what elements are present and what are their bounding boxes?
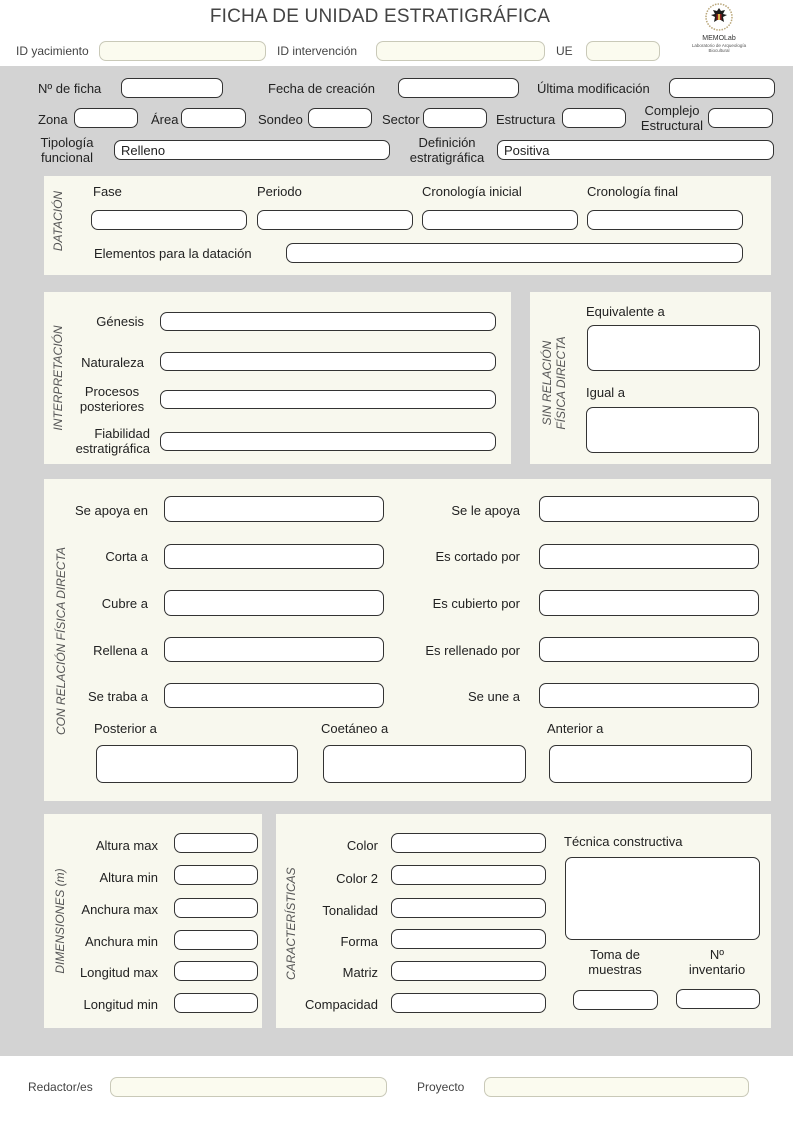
logo-subtitle: Laboratorio de Arqueología Biocultural — [691, 43, 747, 53]
anterior-a-field[interactable] — [549, 745, 752, 783]
altura-min-label: Altura min — [99, 870, 158, 885]
es-cubierto-por-field[interactable] — [539, 590, 759, 616]
cubre-a-label: Cubre a — [101, 596, 148, 611]
zona-field[interactable] — [74, 108, 138, 128]
fase-field[interactable] — [91, 210, 247, 230]
logo — [689, 0, 749, 62]
anchura-max-label: Anchura max — [81, 902, 158, 917]
datacion-section-label: DATACIÓN — [51, 190, 65, 252]
matriz-label: Matriz — [342, 965, 378, 980]
es-rellenado-por-label: Es rellenado por — [425, 643, 520, 658]
fecha-creacion-label: Fecha de creación — [268, 81, 375, 96]
igual-label: Igual a — [586, 385, 626, 400]
igual-field[interactable] — [586, 407, 759, 453]
heraldic-eagle-crest-icon — [704, 2, 734, 32]
coetaneo-a-label: Coetáneo a — [321, 721, 389, 736]
longitud-min-field[interactable] — [174, 993, 258, 1013]
id-yacimiento-field[interactable] — [99, 41, 266, 61]
es-rellenado-por-field[interactable] — [539, 637, 759, 662]
coetaneo-a-field[interactable] — [323, 745, 526, 783]
redactor-label: Redactor/es — [28, 1080, 93, 1094]
se-une-a-field[interactable] — [539, 683, 759, 708]
es-cortado-por-field[interactable] — [539, 544, 759, 569]
definicion-label: Definición estratigráfica — [409, 135, 485, 165]
sector-label: Sector — [382, 112, 420, 127]
se-une-a-label: Se une a — [467, 689, 520, 704]
es-cortado-por-label: Es cortado por — [435, 549, 520, 564]
fase-label: Fase — [93, 184, 122, 199]
se-apoya-en-field[interactable] — [164, 496, 384, 522]
toma-muestras-field[interactable] — [573, 990, 658, 1010]
color-label: Color — [346, 838, 378, 853]
forma-label: Forma — [340, 934, 378, 949]
equivalente-field[interactable] — [587, 325, 760, 371]
area-field[interactable] — [181, 108, 246, 128]
anterior-a-label: Anterior a — [547, 721, 604, 736]
se-traba-a-label: Se traba a — [88, 689, 148, 704]
interpretacion-section-label: INTERPRETACIÓN — [51, 325, 65, 431]
page-title: FICHA DE UNIDAD ESTRATIGRÁFICA — [209, 6, 551, 27]
se-traba-a-field[interactable] — [164, 683, 384, 708]
rellena-a-label: Rellena a — [93, 643, 148, 658]
longitud-max-field[interactable] — [174, 961, 258, 981]
es-cubierto-por-label: Es cubierto por — [432, 596, 520, 611]
corta-a-label: Corta a — [105, 549, 148, 564]
longitud-min-label: Longitud min — [83, 997, 158, 1012]
se-le-apoya-field[interactable] — [539, 496, 759, 522]
ue-label: UE — [556, 44, 573, 58]
tipologia-field[interactable]: Relleno — [114, 140, 390, 160]
elementos-label: Elementos para la datación — [94, 246, 252, 261]
tonalidad-label: Tonalidad — [322, 903, 378, 918]
id-intervencion-field[interactable] — [376, 41, 545, 61]
sin-relacion-section-label: SIN RELACIÓN FÍSICA DIRECTA — [540, 336, 568, 430]
tecnica-label: Técnica constructiva — [564, 834, 683, 849]
complejo-field[interactable] — [708, 108, 773, 128]
sondeo-label: Sondeo — [258, 112, 303, 127]
proyecto-field[interactable] — [484, 1077, 749, 1097]
tipologia-label: Tipología funcional — [40, 135, 94, 165]
fiabilidad-label: Fiabilidad estratigráfica — [75, 426, 150, 456]
altura-max-field[interactable] — [174, 833, 258, 853]
cron-final-field[interactable] — [587, 210, 743, 230]
color2-label: Color 2 — [336, 871, 378, 886]
num-ficha-label: Nº de ficha — [38, 81, 102, 96]
sondeo-field[interactable] — [308, 108, 372, 128]
periodo-field[interactable] — [257, 210, 413, 230]
zona-label: Zona — [38, 112, 68, 127]
naturaleza-field[interactable] — [160, 352, 496, 371]
tecnica-field[interactable] — [565, 857, 760, 940]
logo-name: MEMOLab — [702, 35, 736, 42]
tonalidad-field[interactable] — [391, 898, 546, 918]
sector-field[interactable] — [423, 108, 487, 128]
rellena-a-field[interactable] — [164, 637, 384, 662]
se-le-apoya-label: Se le apoya — [451, 503, 520, 518]
procesos-label: Procesos posteriores — [79, 384, 145, 414]
procesos-field[interactable] — [160, 390, 496, 409]
compacidad-field[interactable] — [391, 993, 546, 1013]
estructura-label: Estructura — [496, 112, 556, 127]
proyecto-label: Proyecto — [417, 1080, 465, 1094]
area-label: Área — [151, 112, 179, 127]
caracteristicas-section-label: CARACTERÍSTICAS — [284, 867, 298, 980]
altura-min-field[interactable] — [174, 865, 258, 885]
ultima-mod-field[interactable] — [669, 78, 775, 98]
equivalente-label: Equivalente a — [586, 304, 665, 319]
id-yacimiento-label: ID yacimiento — [16, 44, 89, 58]
ultima-mod-label: Última modificación — [537, 81, 650, 96]
altura-max-label: Altura max — [95, 838, 158, 853]
complejo-label: Complejo Estructural — [640, 103, 704, 133]
periodo-label: Periodo — [257, 184, 302, 199]
id-intervencion-label: ID intervención — [277, 44, 358, 58]
forma-field[interactable] — [391, 929, 546, 949]
color2-field[interactable] — [391, 865, 546, 885]
num-ficha-field[interactable] — [121, 78, 223, 98]
longitud-max-label: Longitud max — [79, 965, 158, 980]
cron-final-label: Cronología final — [587, 184, 679, 199]
anchura-min-label: Anchura min — [85, 934, 158, 949]
genesis-label: Génesis — [96, 314, 144, 329]
color-field[interactable] — [391, 833, 546, 853]
inventario-label: Nº inventario — [688, 947, 746, 977]
naturaleza-label: Naturaleza — [81, 355, 144, 370]
cron-inicial-label: Cronología inicial — [422, 184, 522, 199]
compacidad-label: Compacidad — [305, 997, 378, 1012]
definicion-field[interactable]: Positiva — [497, 140, 774, 160]
posterior-a-field[interactable] — [96, 745, 298, 783]
dimensiones-section-label: DIMENSIONES (m) — [53, 868, 67, 974]
cron-inicial-field[interactable] — [422, 210, 578, 230]
corta-a-field[interactable] — [164, 544, 384, 569]
matriz-field[interactable] — [391, 961, 546, 981]
inventario-field[interactable] — [676, 989, 760, 1009]
ue-field[interactable] — [586, 41, 660, 61]
redactor-field[interactable] — [110, 1077, 387, 1097]
toma-muestras-label: Toma de muestras — [588, 947, 642, 977]
fiabilidad-field[interactable] — [160, 432, 496, 451]
fecha-creacion-field[interactable] — [398, 78, 519, 98]
con-relacion-section-label: CON RELACIÓN FÍSICA DIRECTA — [54, 546, 68, 736]
posterior-a-label: Posterior a — [94, 721, 157, 736]
anchura-max-field[interactable] — [174, 898, 258, 918]
se-apoya-en-label: Se apoya en — [74, 503, 148, 518]
estructura-field[interactable] — [562, 108, 626, 128]
elementos-field[interactable] — [286, 243, 743, 263]
genesis-field[interactable] — [160, 312, 496, 331]
cubre-a-field[interactable] — [164, 590, 384, 616]
anchura-min-field[interactable] — [174, 930, 258, 950]
